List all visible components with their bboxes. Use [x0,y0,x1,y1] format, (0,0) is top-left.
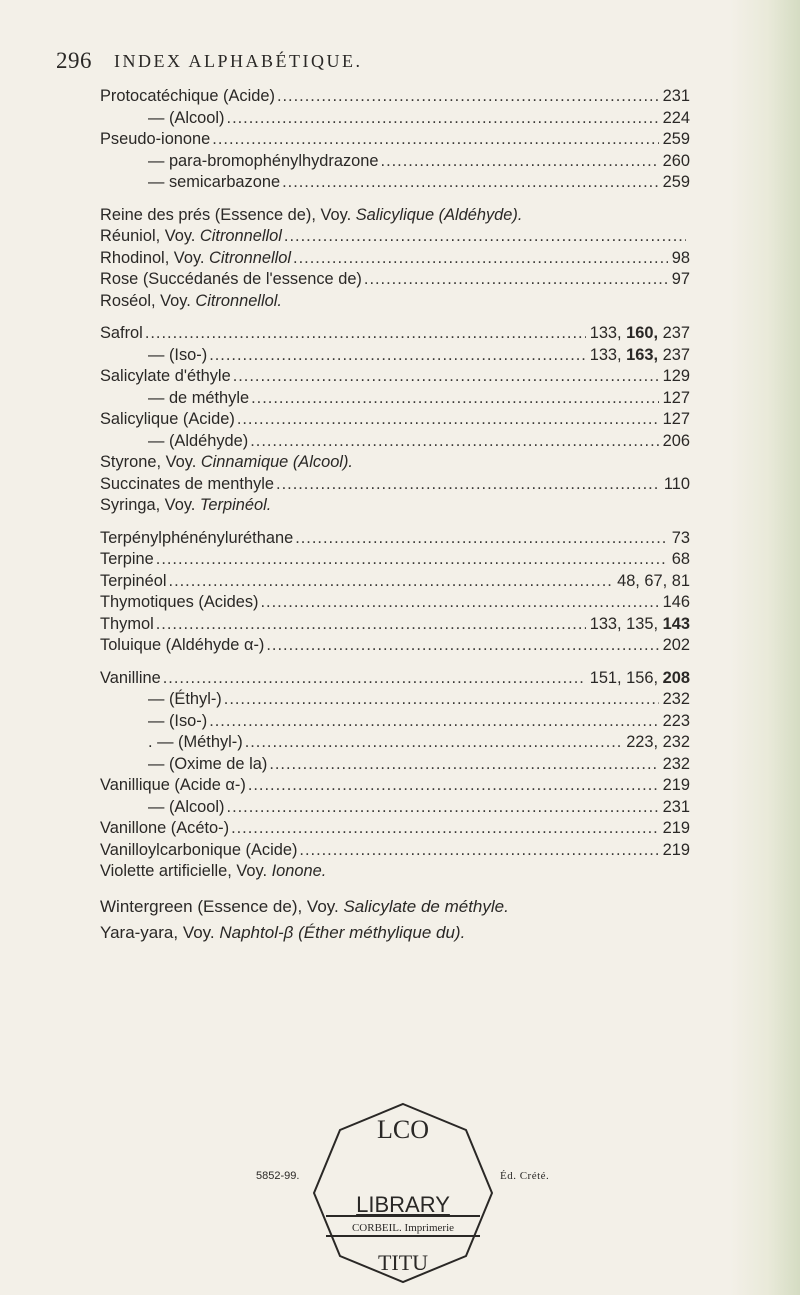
dot-leader [276,474,660,496]
entry-term-text: Salicylate d'éthyle [100,367,231,385]
entry-cross-reference: Salicylique (Aldéhyde). [355,205,523,224]
stamp-right-text: Éd. Crété. [500,1170,550,1182]
page-ref: 133, [589,614,627,633]
entry-pages: 129 [662,367,690,385]
entry-pages: 97 [671,270,690,288]
entry-term [100,129,210,151]
entry-term [100,635,264,657]
entry-cross-reference: Citronnellol. [195,291,282,310]
entry-term-text: Roséol, Voy. [100,291,196,310]
index-section [100,668,690,883]
index-entry [100,797,690,819]
index-section [100,86,690,194]
index-section [100,894,690,946]
entry-pages: 231 [662,797,690,816]
entry-term-text: Toluique (Aldéhyde α-) [100,636,265,654]
index-entry [100,129,690,151]
entry-term [148,754,267,776]
dot-leader [209,711,658,733]
index-entry [100,86,690,108]
entry-pages [590,668,690,690]
entry-term-text: Vanillone (Acéto-) [100,819,230,837]
entry-term-text: — (Iso-) [148,711,208,730]
index-entry [100,920,690,946]
entry-cross-reference: Citronnellol [209,248,292,267]
stamp-ring-bottom: TITU [377,1250,429,1275]
entry-term [148,108,225,130]
entry-pages: 127 [662,410,690,428]
entry-term [148,797,225,819]
entry-term-text: Thymol [100,614,154,633]
dot-leader [169,571,614,593]
entry-term [148,689,222,711]
entry-pages: 219 [662,819,690,837]
dot-leader [212,129,658,151]
entry-term-text: Syringa, Voy. [100,496,200,514]
page-ref: 135, [626,614,663,633]
entry-cross-reference: Cinnamique (Alcool). [200,453,353,471]
entry-term [100,291,282,313]
index-entry [100,840,690,862]
dot-leader [266,635,658,657]
entry-term-text: — semicarbazone [148,173,281,191]
entry-term [100,592,259,614]
entry-term-text: Violette artificielle, Voy. [100,862,272,880]
entry-term-text: — (Éthyl-) [148,690,222,708]
dot-leader [299,840,658,862]
entry-pages [590,323,690,345]
index-entry [100,409,690,431]
entry-pages: 224 [662,108,690,127]
index-entry [100,431,690,453]
entry-term [100,894,509,920]
entry-term [100,248,291,270]
entry-term [100,86,275,108]
entry-term-text: Salicylique (Acide) [100,410,235,428]
stamp-left-code: 5852-99. [256,1170,300,1182]
index-entry [100,269,690,291]
entry-pages: 146 [662,593,690,611]
entry-term [100,818,229,840]
entry-term [148,172,280,194]
entry-term [100,861,326,883]
index-entry [100,205,690,227]
page-ref: 156, [626,668,663,687]
index-entry [100,614,690,636]
entry-term-text: — (Alcool) [148,797,225,816]
dot-leader [251,388,659,410]
entry-pages: 232 [662,690,690,708]
entry-pages: 219 [662,776,690,794]
entry-term-text: Terpine [100,550,154,568]
entry-term-text: . — (Méthyl-) [148,733,243,751]
entry-pages: 259 [662,173,690,191]
index-entry [100,388,690,410]
entry-term-text: Vanilline [100,668,161,687]
page-edge-shading [730,0,800,1295]
entry-term [100,409,235,431]
entry-cross-reference: Terpinéol. [199,496,272,514]
index-entry [100,571,690,593]
dot-leader [233,366,659,388]
entry-pages: 48, 67, 81 [617,571,690,590]
entry-pages [590,614,690,636]
entry-term [100,920,465,946]
entry-term-text: Yara-yara, Voy. [100,922,220,942]
entry-term-text: — (Iso-) [148,345,208,364]
entry-term [100,226,282,248]
entry-cross-reference: Salicylate de méthyle. [343,896,509,916]
index-entry [100,291,690,313]
stamp-library-label: LIBRARY [356,1192,450,1217]
entry-term-text: — de méthyle [148,388,250,407]
stamp-printer-line: CORBEIL. Imprimerie [351,1222,455,1234]
index-entry [100,108,690,130]
entry-term-text: Terpénylphénényluréthane [100,528,294,547]
entry-pages [590,345,690,367]
page-ref: 160, [626,324,663,342]
index-entry [100,528,690,550]
dot-leader [269,754,658,776]
entry-term [100,668,161,690]
index-entry [100,345,690,367]
index-entry [100,754,690,776]
index-section [100,205,690,313]
index-entry [100,592,690,614]
dot-leader [381,151,659,173]
entry-term-text: Succinates de menthyle [100,474,275,493]
dot-leader [209,345,586,367]
entry-term [148,732,243,754]
page-ref: 133, [589,345,627,364]
dot-leader [282,172,659,194]
index-entry [100,689,690,711]
dot-leader [237,409,659,431]
index-entry [100,452,690,474]
entry-pages: 223, 232 [626,733,690,751]
entry-pages: 219 [662,840,690,859]
entry-term [100,205,522,227]
library-stamp [308,1098,498,1288]
dot-leader [145,323,586,345]
entry-term [100,323,143,345]
index-entry [100,366,690,388]
dot-leader [284,226,686,248]
dot-leader [227,797,659,819]
entry-term-text: Styrone, Voy. [100,453,201,471]
entry-cross-reference: Citronnellol [199,227,282,245]
entry-term-text: Terpinéol [100,571,167,590]
entry-term-text: Reine des prés (Essence de), Voy. [100,205,356,224]
entry-term [148,151,379,173]
dot-leader [248,775,659,797]
entry-term [148,345,207,367]
entry-term [100,614,154,636]
page-ref: 163, [626,345,663,364]
index-entry [100,894,690,920]
dot-leader [261,592,659,614]
page-ref: 133, [589,324,627,342]
dot-leader [163,668,586,690]
dot-leader [295,528,668,550]
entry-term [100,366,231,388]
page-header [56,48,676,78]
dot-leader [156,614,586,636]
entry-pages: 127 [662,388,690,407]
entry-term-text: Rhodinol, Voy. [100,248,210,267]
index-entry [100,668,690,690]
index-entry [100,495,690,517]
entry-term [148,711,207,733]
entry-pages: 231 [662,87,690,105]
running-title: INDEX ALPHABÉTIQUE. [114,51,363,71]
index-entry [100,248,690,270]
entry-pages: 223 [662,711,690,730]
entry-pages: 202 [662,636,690,654]
entry-term [100,571,167,593]
entry-term-text: — (Aldéhyde) [148,431,249,450]
entry-term-text: Réuniol, Voy. [100,227,200,245]
entry-pages: 73 [671,528,690,547]
index-entry [100,549,690,571]
entry-term-text: Rose (Succédanés de l'essence de) [100,270,362,288]
entry-term [148,388,249,410]
dot-leader [227,108,659,130]
entry-term [100,549,154,571]
dot-leader [224,689,659,711]
index-entry [100,151,690,173]
index-entry [100,172,690,194]
dot-leader [156,549,668,571]
entry-pages: 98 [671,248,690,267]
dot-leader [277,86,659,108]
dot-leader [293,248,668,270]
entry-term-text: Thymotiques (Acides) [100,593,259,611]
entry-term-text: — para-bromophénylhydrazone [148,151,379,170]
entry-pages: 110 [663,474,690,493]
entry-pages: 232 [662,754,690,773]
entry-term-text: — (Alcool) [148,108,225,127]
entry-term-text: Wintergreen (Essence de), Voy. [100,896,344,916]
dot-leader [231,818,659,840]
index-entry [100,474,690,496]
entry-term-text: Vanilloylcarbonique (Acide) [100,840,298,859]
entry-term-text: Pseudo-ionone [100,130,211,148]
entry-term [100,775,246,797]
index-entry [100,323,690,345]
index-content [100,86,690,957]
index-entry [100,775,690,797]
stamp-ring-top: LCO [377,1115,429,1144]
index-section [100,323,690,517]
entry-term [100,495,271,517]
entry-pages: 259 [662,130,690,148]
page-ref: 237 [662,345,690,364]
page-number: 296 [56,48,92,73]
index-entry [100,861,690,883]
entry-term-text: Safrol [100,324,143,342]
entry-term [100,840,297,862]
entry-pages: 260 [662,151,690,170]
entry-term [100,528,293,550]
entry-term-text: Vanillique (Acide α-) [100,776,246,794]
page-ref: 237 [662,324,690,342]
dot-leader [245,732,622,754]
dot-leader [250,431,658,453]
entry-term [100,269,362,291]
entry-term-text: Protocatéchique (Acide) [100,87,275,105]
page-ref: 143 [662,614,690,633]
entry-cross-reference: Naphtol-β (Éther méthylique du). [219,922,466,942]
entry-term [148,431,248,453]
index-entry [100,226,690,248]
entry-pages: 68 [671,550,690,568]
index-section [100,528,690,657]
entry-term [100,452,353,474]
index-entry [100,635,690,657]
entry-term [100,474,274,496]
index-entry [100,732,690,754]
entry-pages: 206 [662,431,690,450]
dot-leader [364,269,668,291]
page-ref: 208 [662,668,690,687]
entry-cross-reference: Ionone. [271,862,327,880]
index-entry [100,818,690,840]
page-ref: 151, [589,668,627,687]
index-entry [100,711,690,733]
entry-term-text: — (Oxime de la) [148,754,268,773]
